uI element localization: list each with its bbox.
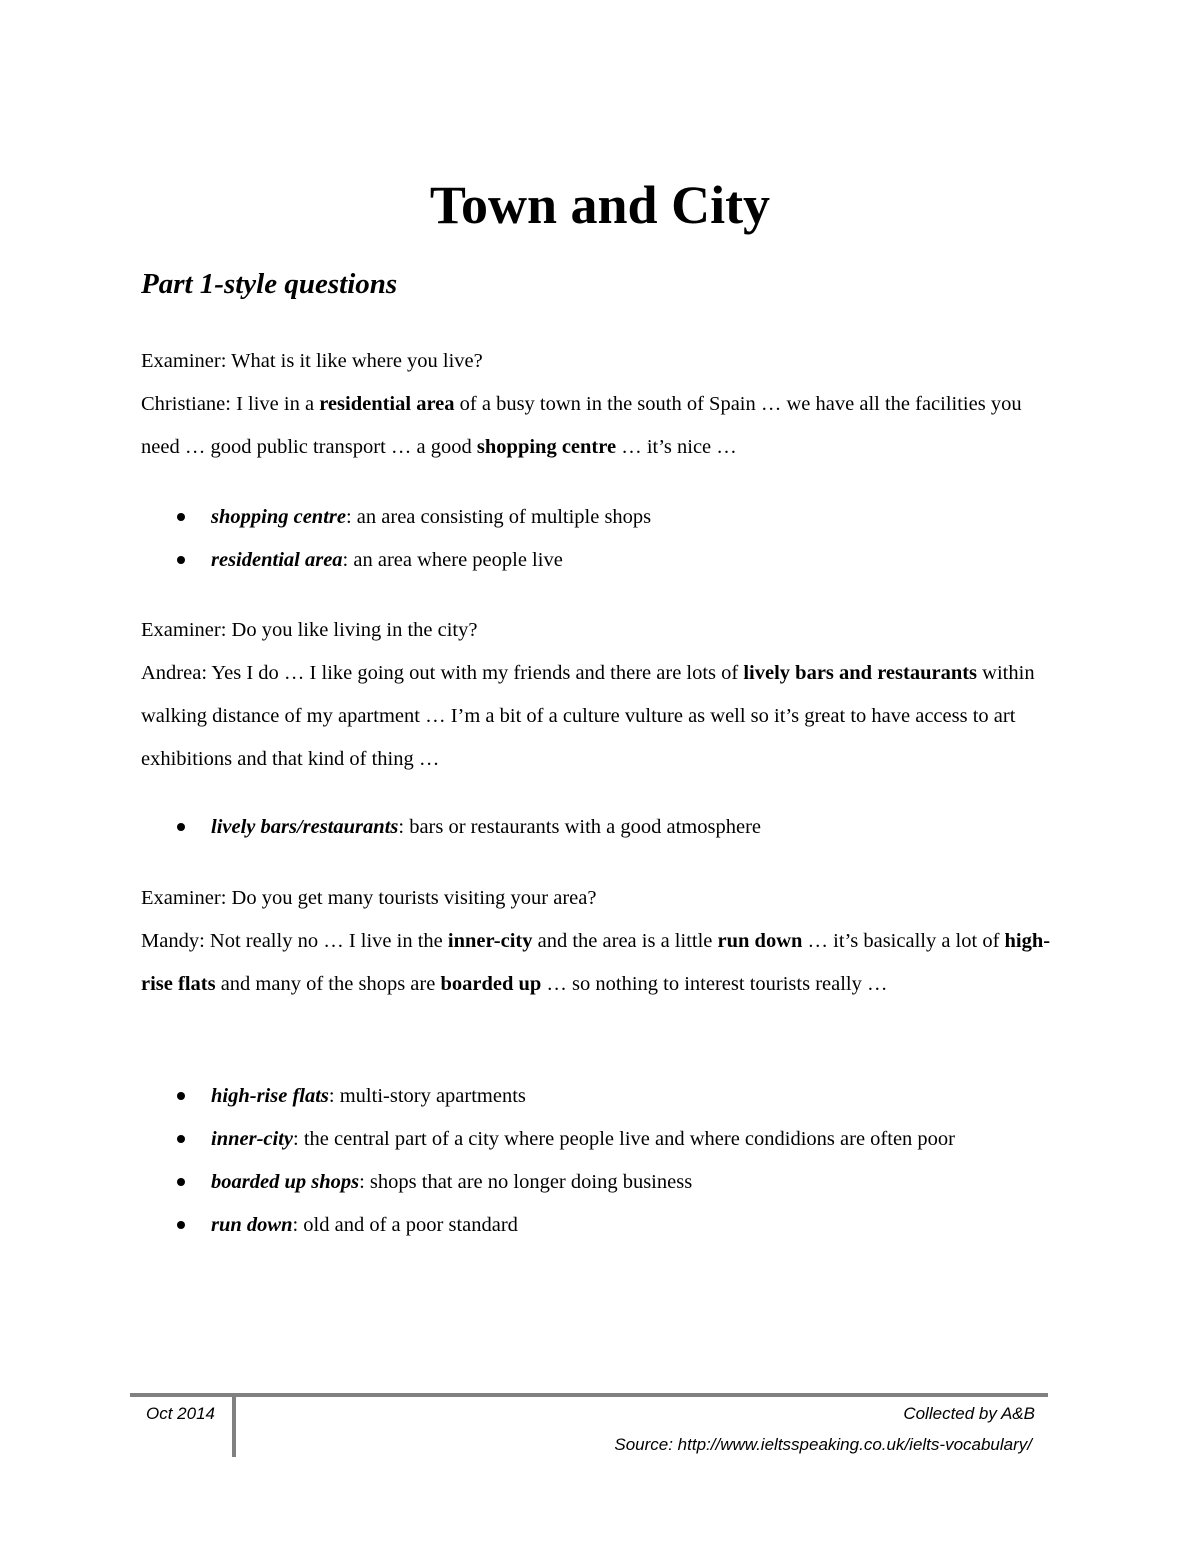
answer-text: … so nothing to interest tourists really … (541, 973, 888, 995)
footer-collected-by: Collected by A&B (903, 1404, 1035, 1423)
examiner-question: Examiner: Do you like living in the city? (141, 619, 478, 641)
vocab-item (141, 806, 1041, 849)
key-phrase: boarded up (440, 973, 542, 995)
bullet-icon (177, 513, 185, 521)
bullet-icon (177, 1092, 185, 1100)
answer-text: of a busy town in the south of Spain … we have all the facilities you need … good public transport … a good (141, 393, 1022, 458)
vocab-term: residential area (211, 549, 343, 571)
answer-text: and many of the shops are (215, 973, 441, 995)
key-phrase: lively bars and restaurants (743, 662, 978, 684)
dialogue-1 (141, 340, 1061, 469)
vocab-definition: : an area consisting of multiple shops (345, 506, 652, 528)
answer-text: within walking distance of my apartment … I’m a bit of a culture vulture as well so it’s great to have access to art exhibitions and that kind of thing … (141, 662, 1035, 770)
vocab-list-3 (141, 1075, 1041, 1247)
vocab-term: boarded up shops (211, 1171, 360, 1193)
answer-text: Andrea: Yes I do … I like going out with my friends and there are lots of (141, 662, 744, 684)
answer-text: and the area is a little (532, 930, 718, 952)
footer-source: Source: http://www.ieltsspeaking.co.uk/ielts-vocabulary/ (614, 1435, 1032, 1454)
key-phrase: high-rise flats (141, 930, 1051, 995)
vocab-list-2 (141, 806, 1041, 849)
dialogue-3 (141, 877, 1061, 1006)
vocab-list-1 (141, 496, 1041, 582)
vocab-definition: : an area where people live (342, 549, 563, 571)
bullet-icon (177, 1178, 185, 1186)
dialogue-2 (141, 609, 1061, 781)
key-phrase: run down (717, 930, 803, 952)
candidate-answer (141, 920, 1061, 1006)
vocab-definition: : bars or restaurants with a good atmosphere (398, 816, 762, 838)
answer-text: Mandy: Not really no … I live in the (141, 930, 448, 952)
key-phrase: residential area (319, 393, 455, 415)
vocab-item (141, 539, 1041, 582)
examiner-question: Examiner: Do you get many tourists visiting your area? (141, 887, 597, 909)
vocab-term: inner-city (211, 1128, 293, 1150)
document-title: Town and City (429, 175, 771, 235)
bullet-icon (177, 823, 185, 831)
vocab-item (141, 1161, 1041, 1204)
key-phrase: inner-city (447, 930, 533, 952)
vocab-term: run down (211, 1214, 293, 1236)
answer-text: Christiane: I live in a (141, 393, 320, 415)
footer-date: Oct 2014 (146, 1404, 215, 1423)
vocab-item (141, 1118, 1041, 1161)
section-heading: Part 1-style questions (141, 268, 398, 300)
vocab-definition: : old and of a poor standard (292, 1214, 518, 1236)
bullet-icon (177, 1135, 185, 1143)
answer-text: … it’s basically a lot of (802, 930, 1005, 952)
vocab-item (141, 1204, 1041, 1247)
vocab-term: high-rise flats (211, 1085, 329, 1107)
vocab-definition: : the central part of a city where people live and where condidions are often poor (293, 1128, 955, 1150)
candidate-answer (141, 383, 1061, 469)
answer-text: … it’s nice … (616, 436, 737, 458)
footer-divider (232, 1397, 236, 1457)
vocab-term: shopping centre (211, 506, 346, 528)
bullet-icon (177, 556, 185, 564)
bullet-icon (177, 1221, 185, 1229)
vocab-definition: : multi-story apartments (328, 1085, 526, 1107)
footer-rule (130, 1393, 1048, 1397)
candidate-answer (141, 652, 1061, 781)
vocab-item (141, 496, 1041, 539)
key-phrase: shopping centre (476, 436, 617, 458)
examiner-question: Examiner: What is it like where you live? (141, 350, 483, 372)
vocab-item (141, 1075, 1041, 1118)
vocab-term: lively bars/restaurants (211, 816, 399, 838)
vocab-definition: : shops that are no longer doing business (359, 1171, 693, 1193)
